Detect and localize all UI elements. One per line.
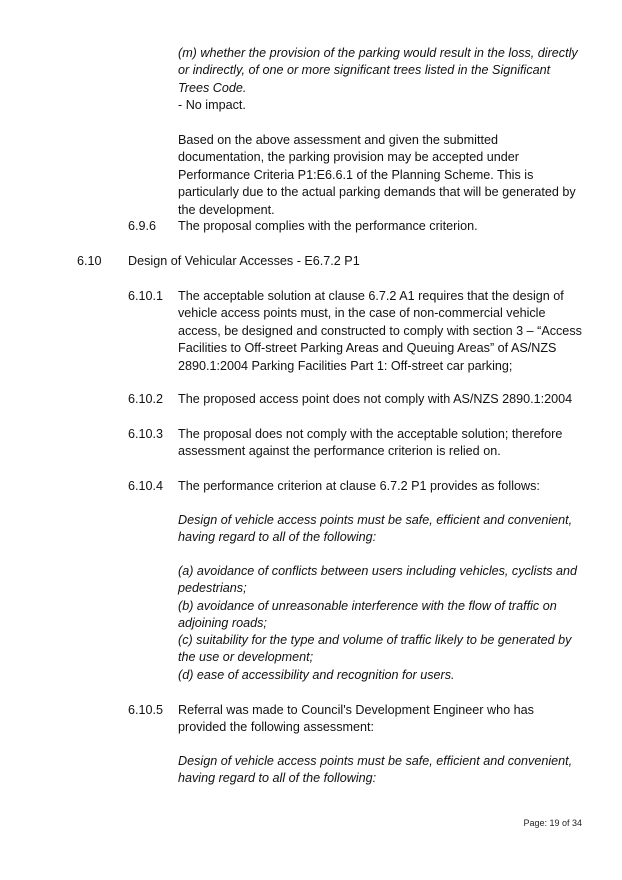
parking-conclusion: Based on the above assessment and given the submitted documentation, the parking provision may be accepted under Performance Criteria P1:E6.6.1 of the Planning Scheme. This is particularly due to the actual parking demands that will be generated by the development. [178, 133, 576, 217]
section-number: 6.10 [77, 254, 102, 268]
item-text: The proposal does not comply with the acceptable solution; therefore assessment against the performance criterion is relied on. [178, 427, 563, 459]
section-title: Design of Vehicular Accesses - E6.7.2 P1 [128, 254, 360, 268]
no-impact-note: - No impact. [178, 98, 246, 112]
page-number: Page: 19 of 34 [523, 818, 582, 828]
item-number: 6.9.6 [128, 219, 157, 233]
criterion-quote: Design of vehicle access points must be safe, efficient and convenient, having regard to all of the following: [178, 513, 573, 545]
criterion-b: (b) avoidance of unreasonable interference with the flow of traffic on adjoining roads; [178, 599, 557, 631]
item-text: The proposal complies with the performance criterion. [178, 219, 478, 233]
item-number: 6.10.4 [128, 479, 164, 493]
criterion-c: (c) suitability for the type and volume of traffic likely to be generated by the use or development; [178, 633, 572, 665]
assessment-quote: Design of vehicle access points must be safe, efficient and convenient, having regard to all of the following: [178, 754, 573, 786]
item-number: 6.10.3 [128, 427, 164, 441]
item-text: The acceptable solution at clause 6.7.2 A1 requires that the design of vehicle access points must, in the case of non-commercial vehicle access, be designed and constructed to comply with section 3 – “Access Facilities to Off-street Parking Areas and Queuing Areas” of AS/NZS 2890.1:2004 Parking Facilities Part 1: Off-street car parking; [178, 289, 582, 373]
item-text: Referral was made to Council's Development Engineer who has provided the following assessment: [178, 703, 534, 735]
criterion-m: (m) whether the provision of the parking would result in the loss, directly or indirectly, of one or more significant trees listed in the Significant Trees Code. [178, 46, 578, 95]
item-number: 6.10.5 [128, 703, 164, 717]
item-text: The performance criterion at clause 6.7.2 P1 provides as follows: [178, 479, 540, 493]
criterion-a: (a) avoidance of conflicts between users including vehicles, cyclists and pedestrians; [178, 564, 578, 596]
item-number: 6.10.1 [128, 289, 164, 303]
item-text: The proposed access point does not comply with AS/NZS 2890.1:2004 [178, 392, 573, 406]
item-number: 6.10.2 [128, 392, 164, 406]
criterion-d: (d) ease of accessibility and recognition for users. [178, 668, 455, 682]
